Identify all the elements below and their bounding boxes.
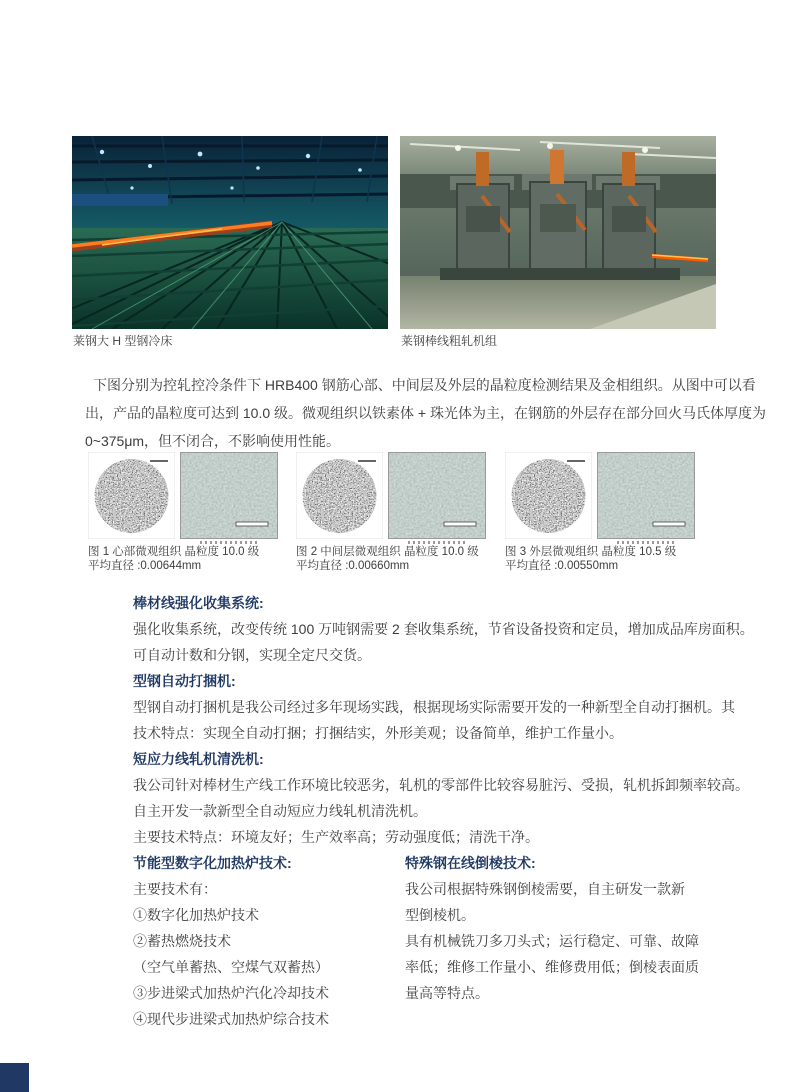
micrograph-middle-rect	[388, 452, 486, 539]
section-heading-chamfering-tech: 特殊钢在线倒棱技术:	[405, 855, 536, 871]
section-heading-furnace-tech: 节能型数字化加热炉技术:	[133, 855, 292, 871]
section-body-line: 技术特点：实现全自动打捆；打捆结实，外形美观；设备简单，维护工作量小。	[133, 725, 623, 741]
furnace-tech-line: ③步进梁式加热炉汽化冷却技术	[133, 985, 329, 1001]
chamfering-tech-line: 具有机械铣刀多刀头式；运行稳定、可靠、故障	[405, 933, 699, 949]
furnace-tech-line: ④现代步进梁式加热炉综合技术	[133, 1011, 329, 1027]
section-heading-collection-system: 棒材线强化收集系统:	[133, 595, 264, 611]
intro-paragraph	[85, 371, 766, 455]
chamfering-tech-line: 我公司根据特殊钢倒棱需要，自主研发一款新	[405, 881, 685, 897]
micrograph-outer-rect	[597, 452, 695, 539]
column-furnace-technology	[133, 850, 413, 1032]
chamfering-tech-line: 率低；维修工作量小、维修费用低；倒棱表面质	[405, 959, 699, 975]
micrograph-footnote-marks	[408, 541, 466, 544]
furnace-tech-line: ①数字化加热炉技术	[133, 907, 259, 923]
micrograph-caption-title: 图 1 心部微观组织 晶粒度 10.0 级	[88, 546, 260, 558]
section-heading-mill-cleaner: 短应力线轧机清洗机:	[133, 751, 264, 767]
micrograph-caption-3	[505, 545, 676, 573]
technology-sections	[133, 590, 754, 850]
micrograph-caption-title: 图 2 中间层微观组织 晶粒度 10.0 级	[296, 546, 479, 558]
micrograph-core-rect	[180, 452, 278, 539]
micrograph-middle-circle	[296, 452, 383, 539]
chamfering-tech-line: 量高等特点。	[405, 985, 489, 1001]
intro-line: 出，产品的晶粒度可达到 10.0 级。微观组织以铁素体 + 珠光体为主，在钢筋的外层存在部分回火马氏体厚度为	[85, 405, 766, 421]
section-body-line: 我公司针对棒材生产线工作环境比较恶劣，轧机的零部件比较容易脏污、受损，轧机拆卸频率较高。	[133, 777, 749, 793]
micrograph-caption-2	[296, 545, 479, 573]
photo-caption-cold-bed: 莱钢大 H 型钢冷床	[73, 334, 173, 348]
section-body-line: 强化收集系统，改变传统 100 万吨钢需要 2 套收集系统，节省设备投资和定员，增加成品库房面积。	[133, 621, 754, 637]
rolling-mill-illustration	[400, 136, 716, 329]
column-chamfering-technology	[405, 850, 720, 1006]
micrograph-caption-title: 图 3 外层微观组织 晶粒度 10.5 级	[505, 546, 677, 558]
photo-cold-bed	[72, 136, 388, 329]
photo-rolling-mill	[400, 136, 716, 329]
section-heading-auto-bundler: 型钢自动打捆机:	[133, 673, 236, 689]
section-body-line: 主要技术特点：环境友好；生产效率高；劳动强度低；清洗干净。	[133, 829, 539, 845]
intro-line: 下图分别为控轧控冷条件下 HRB400 钢筋心部、中间层及外层的晶粒度检测结果及金相组织。从图中可以看	[93, 377, 756, 393]
furnace-tech-line: （空气单蓄热、空煤气双蓄热）	[133, 959, 329, 975]
photo-caption-rolling-mill: 莱钢棒线粗轧机组	[401, 334, 498, 348]
micrograph-caption-1	[88, 545, 259, 573]
micrograph-caption-diameter: 平均直径 :0.00550mm	[505, 560, 619, 572]
micrograph-outer-circle	[505, 452, 592, 539]
chamfering-tech-line: 型倒棱机。	[405, 907, 475, 923]
page-corner-accent	[0, 1063, 29, 1092]
micrograph-caption-diameter: 平均直径 :0.00644mm	[88, 560, 202, 572]
section-body-line: 自主开发一款新型全自动短应力线轧机清洗机。	[133, 803, 427, 819]
furnace-tech-line: 主要技术有：	[133, 881, 217, 897]
micrograph-footnote-marks	[617, 541, 675, 544]
micrograph-caption-diameter: 平均直径 :0.00660mm	[296, 560, 410, 572]
intro-line: 0~375μm，但不闭合，不影响使用性能。	[85, 433, 341, 449]
section-body-line: 型钢自动打捆机是我公司经过多年现场实践，根据现场实际需要开发的一种新型全自动打捆机。其	[133, 699, 735, 715]
micrograph-core-circle	[88, 452, 175, 539]
section-body-line: 可自动计数和分钢，实现全定尺交货。	[133, 647, 371, 663]
micrograph-footnote-marks	[200, 541, 258, 544]
furnace-tech-line: ②蓄热燃烧技术	[133, 933, 231, 949]
cold-bed-illustration	[72, 136, 388, 329]
